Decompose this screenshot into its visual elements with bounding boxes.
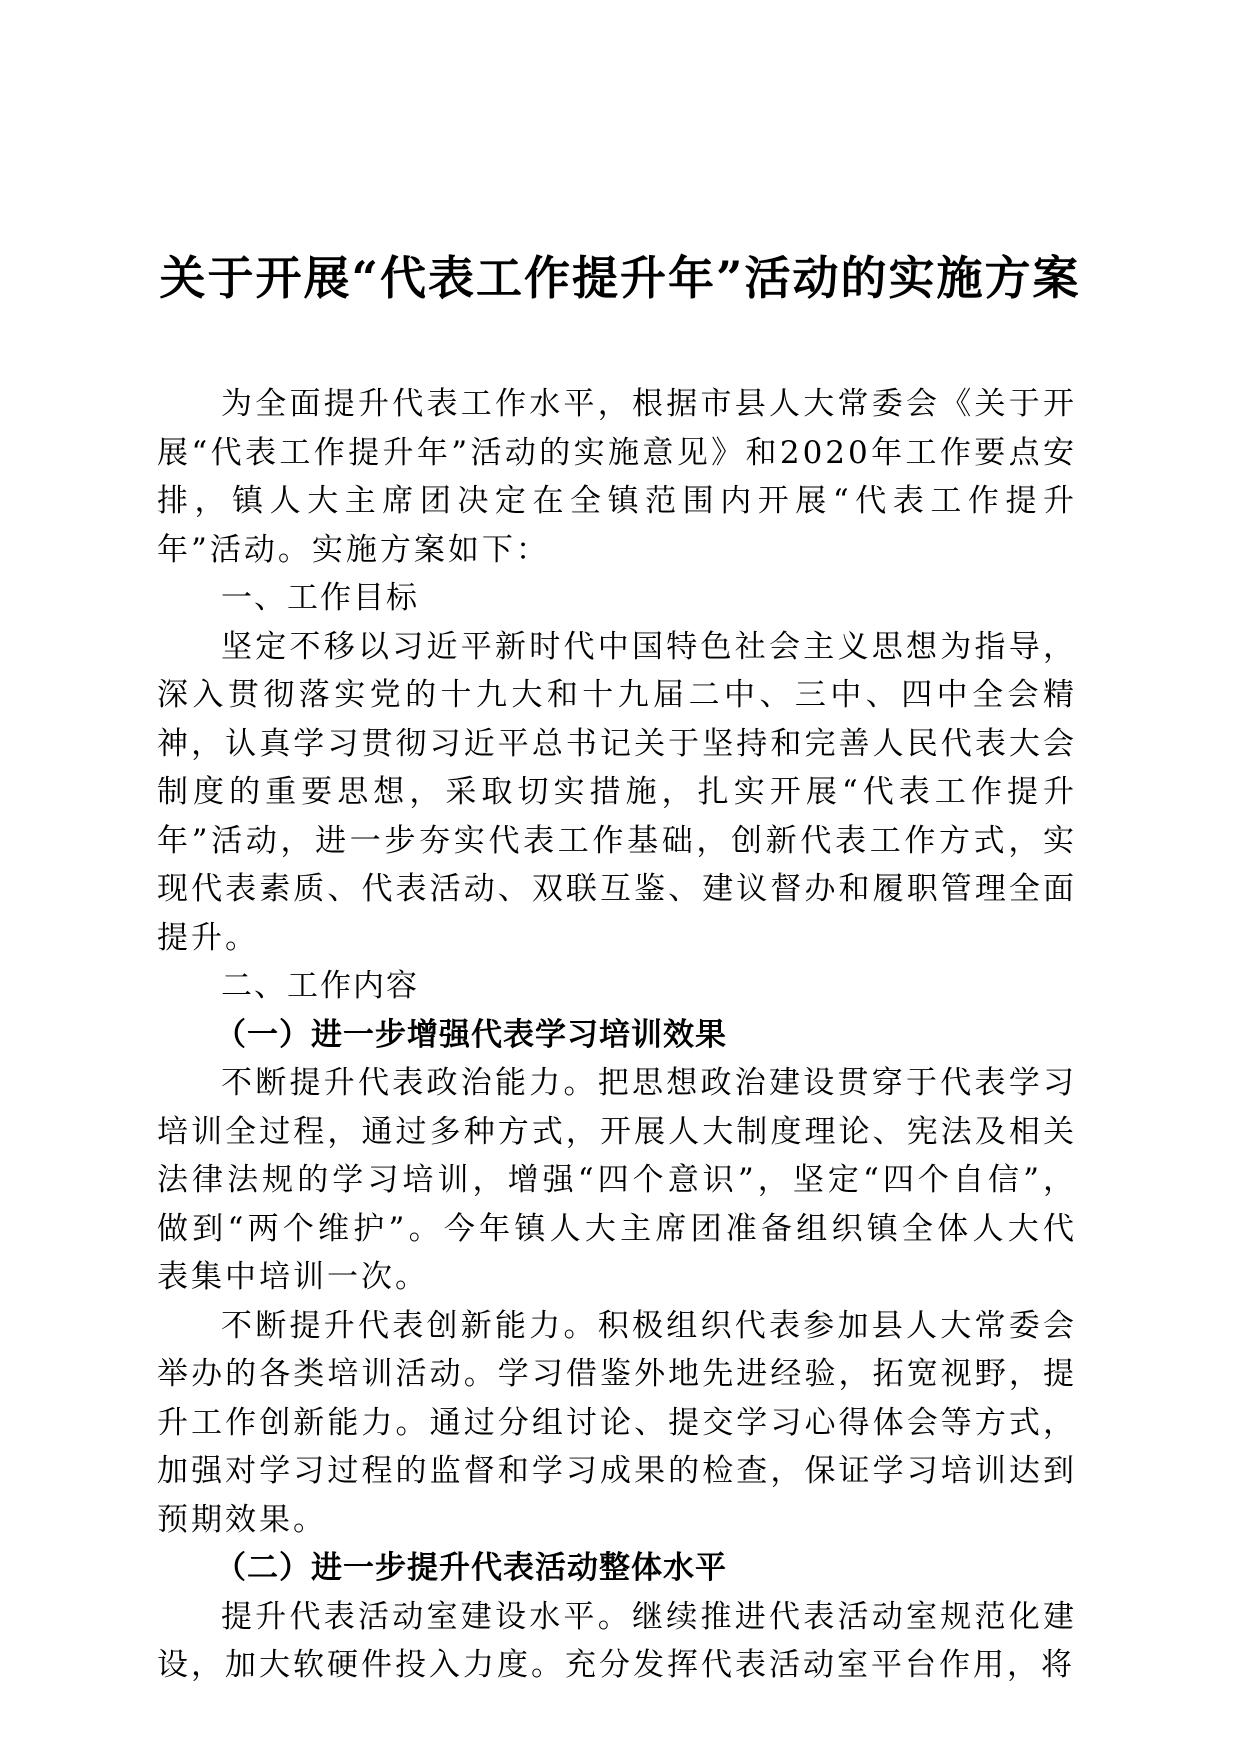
training-innovation-paragraph: 不断提升代表创新能力。积极组织代表参加县人大常委会举办的各类培训活动。学习借鉴外地先进经验，拓宽视野，提升工作创新能力。通过分组讨论、提交学习心得体会等方式，加强对学习过程的监督和学习成果的检查，保证学习培训达到预期效果。 [157,1307,1077,1538]
training-political-paragraph: 不断提升代表政治能力。把思想政治建设贯穿于代表学习培训全过程，通过多种方式，开展人大制度理论、宪法及相关法律法规的学习培训，增强“四个意识”，坚定“四个自信”，做到“两个维护”。今年镇人大主席团准备组织镇全体人大代表集中培训一次。 [157,1065,1077,1295]
subsection-heading-activities: （二）进一步提升代表活动整体水平 [215,1550,727,1586]
goals-paragraph: 坚定不移以习近平新时代中国特色社会主义思想为指导，深入贯彻落实党的十九大和十九届二中、三中、四中全会精神，认真学习贯彻习近平总书记关于坚持和完善人民代表大会制度的重要思想，采取切实措施，扎实开展“代表工作提升年”活动，进一步夯实代表工作基础，创新代表工作方式，实现代表素质、代表活动、双联互鉴、建议督办和履职管理全面提升。 [157,628,1077,956]
section-heading-goals: 一、工作目标 [221,580,419,616]
subsection-heading-training: （一）进一步增强代表学习培训效果 [215,1016,727,1053]
intro-paragraph: 为全面提升代表工作水平，根据市县人大常委会《关于开展“代表工作提升年”活动的实施意见》和2020年工作要点安排，镇人大主席团决定在全镇范围内开展“代表工作提升年”活动。实施方案如下： [157,386,1077,568]
document-title: 关于开展“代表工作提升年”活动的实施方案 [159,251,1081,305]
document-body [157,380,1077,1690]
section-heading-content: 二、工作内容 [221,968,419,1004]
activities-room-paragraph: 提升代表活动室建设水平。继续推进代表活动室规范化建设，加大软硬件投入力度。充分发挥代表活动室平台作用，将 [157,1598,1077,1683]
